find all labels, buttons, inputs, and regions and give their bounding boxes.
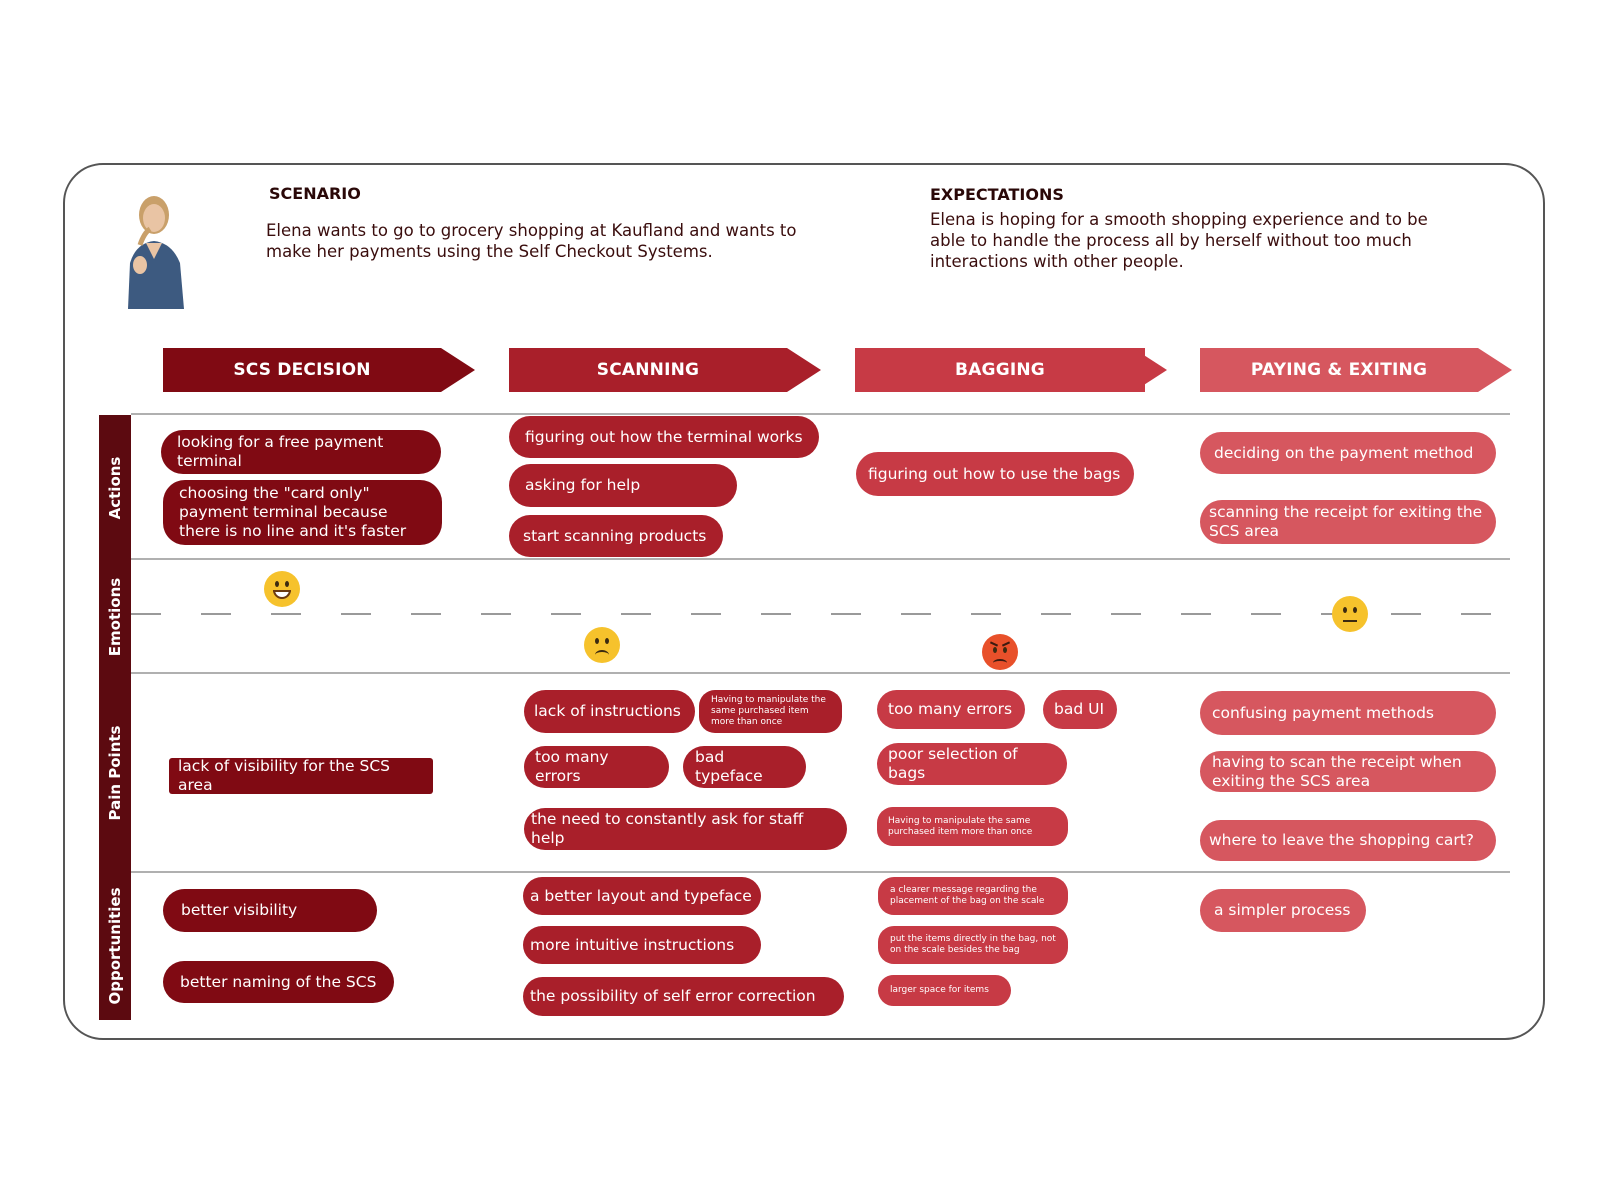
pain-point-card: too many errors bbox=[877, 690, 1025, 729]
action-card: figuring out how the terminal works bbox=[509, 416, 819, 458]
stage-scs-decision: SCS DECISION bbox=[163, 348, 441, 392]
sad-face-icon bbox=[584, 627, 620, 663]
angry-face-icon bbox=[982, 634, 1018, 670]
row-divider bbox=[131, 558, 1510, 560]
emotion-baseline bbox=[131, 612, 1510, 616]
pain-point-card: lack of instructions bbox=[524, 690, 695, 733]
row-divider bbox=[131, 413, 1510, 415]
action-card: choosing the "card only" payment terminal because there is no line and it's faster bbox=[163, 480, 442, 545]
expectations-title: EXPECTATIONS bbox=[930, 185, 1064, 204]
opportunity-card: put the items directly in the bag, not on the scale besides the bag bbox=[878, 926, 1068, 964]
action-card: deciding on the payment method bbox=[1200, 432, 1496, 474]
row-divider bbox=[131, 672, 1510, 674]
pain-point-card: poor selection of bags bbox=[877, 743, 1067, 785]
opportunity-card: larger space for items bbox=[878, 975, 1011, 1006]
row-label-actions: Actions bbox=[99, 415, 131, 560]
opportunity-card: a clearer message regarding the placement of the bag on the scale bbox=[878, 877, 1068, 915]
action-card: asking for help bbox=[509, 464, 737, 507]
stage-arrow bbox=[1133, 348, 1167, 392]
pain-point-card: too many errors bbox=[524, 746, 669, 788]
action-card: looking for a free payment terminal bbox=[161, 430, 441, 474]
pain-point-card: lack of visibility for the SCS area bbox=[169, 758, 433, 794]
opportunity-card: a simpler process bbox=[1200, 889, 1366, 932]
row-label-opportunities: Opportunities bbox=[99, 872, 131, 1020]
row-label-emotions: Emotions bbox=[99, 560, 131, 673]
pain-point-card: Having to manipulate the same purchased item more than once bbox=[699, 690, 842, 733]
action-card: scanning the receipt for exiting the SCS area bbox=[1200, 500, 1496, 544]
scenario-text: Elena wants to go to grocery shopping at Kaufland and wants to make her payments using the Self Checkout Systems. bbox=[266, 221, 797, 261]
pain-point-card: the need to constantly ask for staff help bbox=[524, 808, 847, 850]
opportunity-card: more intuitive instructions bbox=[523, 926, 761, 964]
opportunity-card: better naming of the SCS bbox=[163, 961, 394, 1003]
stage-paying-exiting: PAYING & EXITING bbox=[1200, 348, 1478, 392]
opportunity-card: a better layout and typeface bbox=[523, 877, 761, 915]
persona-photo bbox=[110, 185, 198, 309]
neutral-face-icon bbox=[1332, 596, 1368, 632]
stage-arrow bbox=[441, 348, 475, 392]
pain-point-card: Having to manipulate the same purchased item more than once bbox=[877, 807, 1068, 846]
opportunity-card: the possibility of self error correction bbox=[523, 977, 844, 1016]
action-card: start scanning products bbox=[509, 515, 723, 557]
pain-point-card: where to leave the shopping cart? bbox=[1200, 820, 1496, 861]
opportunity-card: better visibility bbox=[163, 889, 377, 932]
scenario-title: SCENARIO bbox=[269, 184, 361, 203]
stage-bagging: BAGGING bbox=[855, 348, 1145, 392]
stage-scanning: SCANNING bbox=[509, 348, 787, 392]
expectations-text: Elena is hoping for a smooth shopping experience and to be able to handle the process all by herself without too much interactions with other people. bbox=[930, 210, 1428, 271]
stage-arrow bbox=[787, 348, 821, 392]
action-card: figuring out how to use the bags bbox=[856, 452, 1134, 496]
pain-point-card: having to scan the receipt when exiting the SCS area bbox=[1200, 751, 1496, 792]
pain-point-card: confusing payment methods bbox=[1200, 691, 1496, 735]
happy-face-icon bbox=[264, 571, 300, 607]
stage-arrow bbox=[1478, 348, 1512, 392]
row-divider bbox=[131, 871, 1510, 873]
row-label-pain-points: Pain Points bbox=[99, 673, 131, 872]
pain-point-card: bad UI bbox=[1043, 690, 1117, 729]
pain-point-card: bad typeface bbox=[683, 746, 806, 788]
